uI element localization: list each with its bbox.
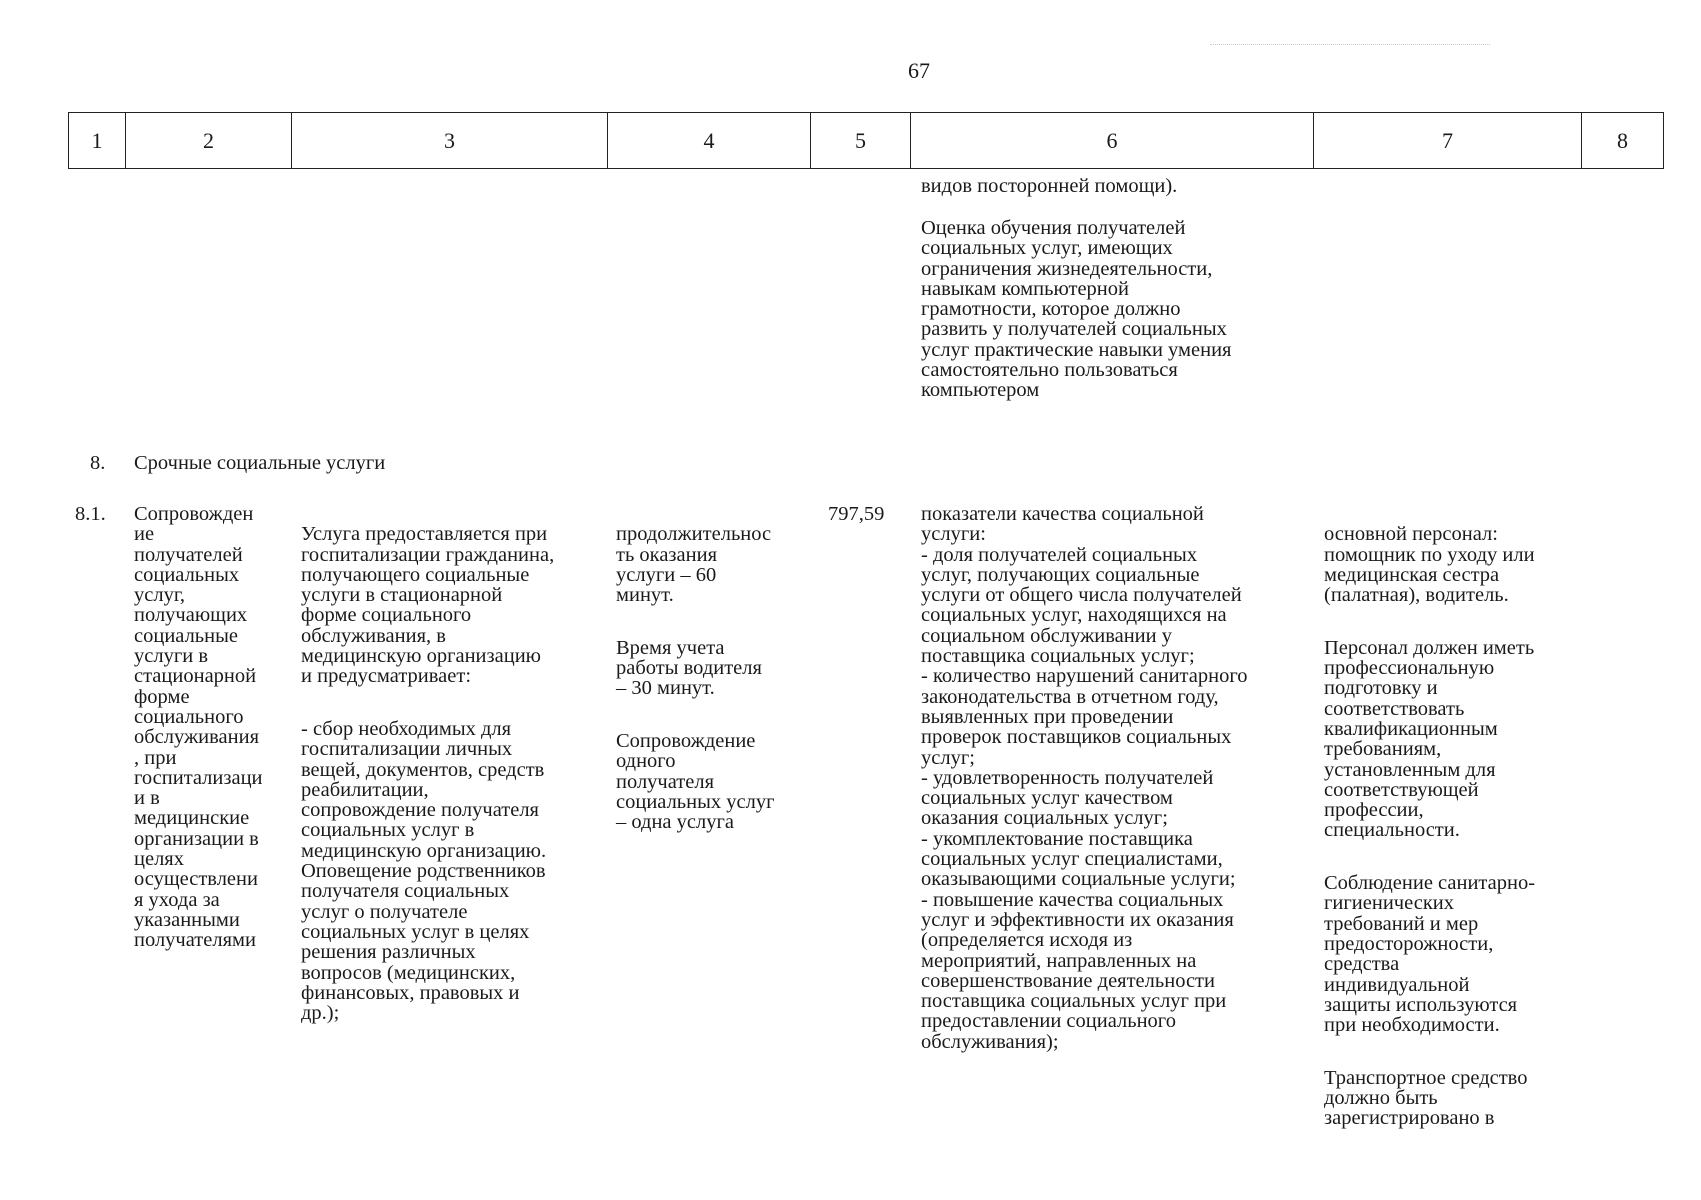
- service-description-intro: Услуга предоставляется при госпитализации гражданина, получающего социальные услуги в стационарной форме социального обслуживания, в медицинскую организацию и предусматривает:: [301, 523, 555, 688]
- personnel-conditions-cell: [1324, 504, 1535, 1161]
- row-number: 8.1.: [75, 503, 106, 525]
- header-col-1: 1: [69, 113, 126, 169]
- sanitary-requirements: Соблюдение санитарно- гигиенических требований и мер предосторожности, средства индивидуальной защиты используются при необходимости.: [1324, 872, 1536, 1037]
- continuation-line: видов посторонней помощи).: [921, 175, 1178, 197]
- service-name-cell: Сопровожден ие получателей социальных услуг, получающих социальные услуги в стационарной форме социального обслуживания , при госпитализаци и в медицинские организации в целях осуществлени я ухода за указанными получателями: [134, 503, 263, 952]
- service-price-cell: 797,59: [828, 503, 885, 525]
- personnel-qualification: Персонал должен иметь профессиональную подготовку и соответствовать квалификационным требованиям, установленным для соответствующей профессии, специальности.: [1324, 636, 1535, 842]
- header-col-7: 7: [1314, 113, 1582, 169]
- quality-indicators-cell: показатели качества социальной услуги: - доля получателей социальных услуг, получающих социальные услуги от общего числа получателей социальных услуг, находящихся на социальном обслуживании у поставщика социальных услуг; - количество нарушений санитарного законодательства в отчетном году, выявленных при проведении проверок поставщиков социальных услуг; - удовлетворенность получателей социальных услуг качеством оказания социальных услуг; - укомплектование поставщика социальных услуг специалистами, оказывающими социальные услуги; - повышение качества социальных услуг и эффективности их оказания (определяется исходя из мероприятий, направленных на совершенствование деятельности поставщика социальных услуг при предоставлении социального обслуживания);: [921, 503, 1248, 1053]
- header-col-3: 3: [292, 113, 608, 169]
- page-number: 67: [908, 58, 930, 83]
- continuation-paragraph: Оценка обучения получателей социальных услуг, имеющих ограничения жизнедеятельности, навыкам компьютерной грамотности, которое должно развить у получателей социальных услуг практические навыки умения самостоятельно пользоваться компьютером: [921, 217, 1232, 402]
- vehicle-requirements: Транспортное средство должно быть зарегистрировано в: [1324, 1066, 1528, 1130]
- service-description-details: - сбор необходимых для госпитализации личных вещей, документов, средств реабилитации, сопровождение получателя социальных услуг в медицинскую организацию. Оповещение родственников получателя социальных услуг о получателе социальных услуг в целях решения различных вопросов (медицинских, финансовых, правовых и др.);: [301, 717, 547, 1025]
- service-duration: продолжительнос ть оказания услуги – 60 минут.: [616, 523, 772, 607]
- service-unit: Сопровождение одного получателя социальных услуг – одна услуга: [616, 729, 775, 834]
- section-number: 8.: [90, 452, 106, 474]
- scan-artifact: [1210, 44, 1490, 47]
- header-col-5: 5: [811, 113, 911, 169]
- driver-time: Время учета работы водителя – 30 минут.: [616, 636, 762, 700]
- service-volume-cell: [616, 504, 775, 865]
- header-col-6: 6: [911, 113, 1314, 169]
- column-number-header: [68, 112, 1664, 169]
- service-description-cell: [301, 504, 554, 1056]
- header-col-2: 2: [126, 113, 292, 169]
- main-personnel: основной персонал: помощник по уходу или медицинская сестра (палатная), водитель.: [1324, 523, 1535, 607]
- section-title: Срочные социальные услуги: [134, 452, 386, 474]
- header-col-8: 8: [1582, 113, 1664, 169]
- header-col-4: 4: [608, 113, 811, 169]
